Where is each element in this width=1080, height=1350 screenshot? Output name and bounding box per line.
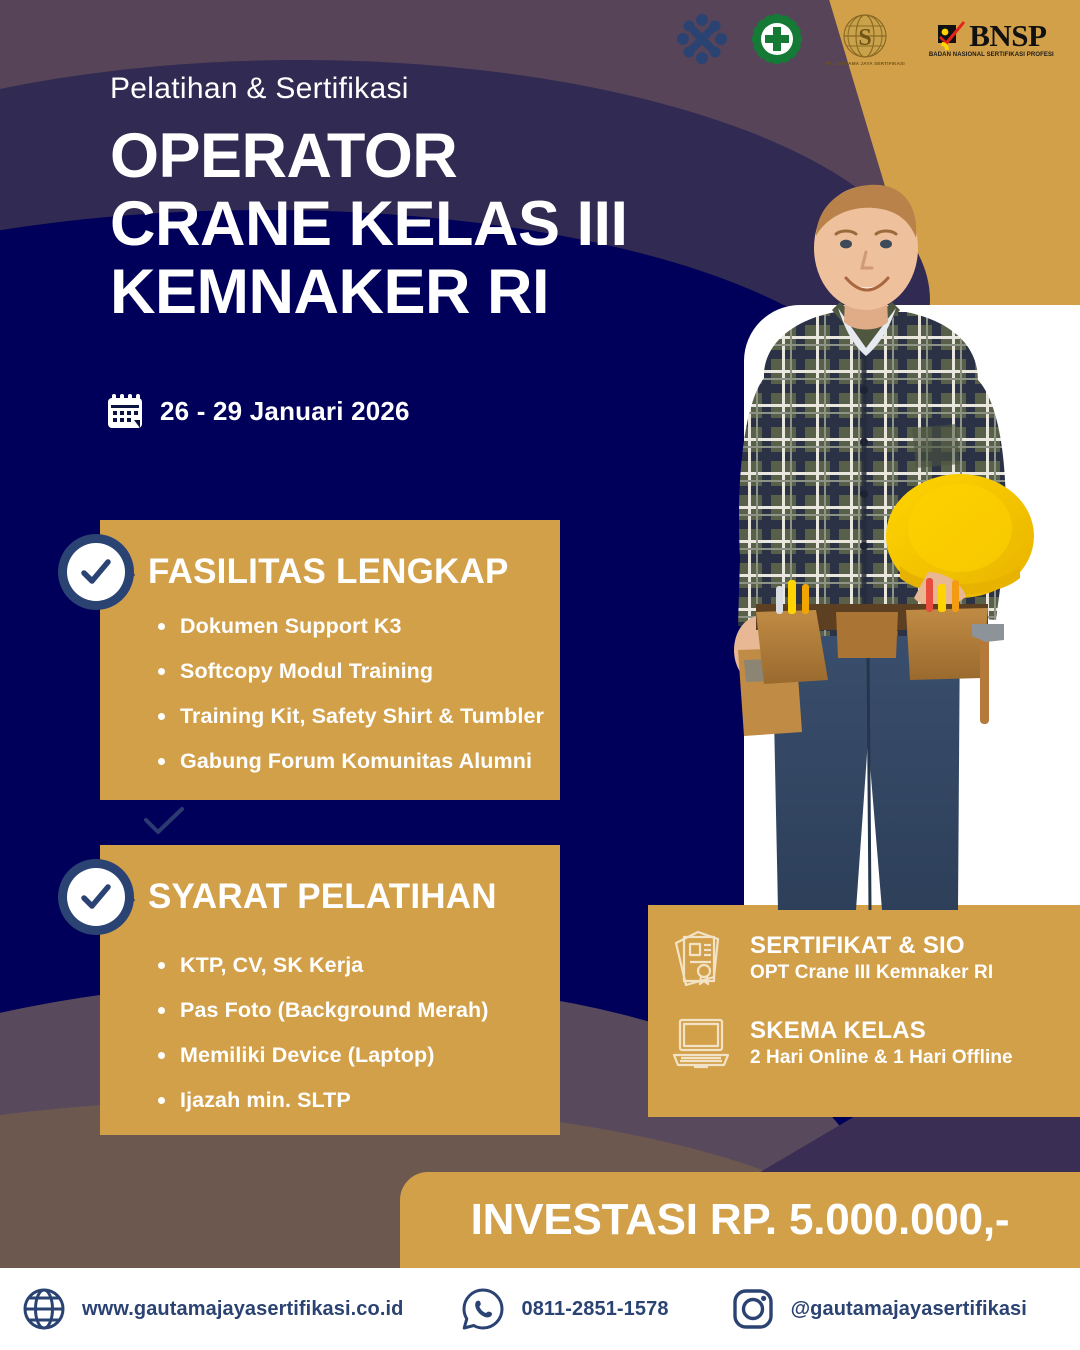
calendar-icon [106,392,144,430]
bnsp-caption: BADAN NASIONAL SERTIFIKASI PROFESI [928,52,1054,58]
bnsp-wordmark: BNSP [969,18,1047,54]
list-item: Pas Foto (Background Merah) [152,998,544,1023]
class-scheme-subtitle: 2 Hari Online & 1 Hari Offline [750,1046,1013,1068]
certification-info-box [648,905,1080,1117]
whatsapp-contact[interactable] [461,1287,668,1331]
price-banner [400,1172,1080,1268]
check-badge-icon [58,859,134,935]
event-date-label: 26 - 29 Januari 2026 [160,395,410,426]
check-badge-icon [58,534,134,610]
bnsp-mark-icon [936,20,966,52]
title-line-2: CRANE KELAS III [110,189,628,260]
price-label: INVESTASI RP. 5.000.000,- [470,1195,1010,1244]
requirements-card-title: SYARAT PELATIHAN [148,877,497,916]
list-item: Training Kit, Safety Shirt & Tumbler [152,704,544,729]
gautama-logo-caption: PT. GAUTAMA JAYA SERTIFIKASI [826,60,905,66]
class-scheme-title: SKEMA KELAS [750,1016,926,1044]
certificate-feature [670,927,1062,989]
list-item: KTP, CV, SK Kerja [152,953,544,978]
facilities-list [152,614,544,794]
certification-logos [676,8,1080,70]
instagram-icon [731,1287,775,1331]
website-label: www.gautamajayasertifikasi.co.id [82,1297,404,1320]
certificate-icon [670,927,732,989]
k3-safety-logo [752,14,802,64]
title-line-3: KEMNAKER RI [110,257,550,328]
event-date [106,392,410,430]
globe-icon [22,1287,66,1331]
poster-kicker: Pelatihan & Sertifikasi [110,72,409,105]
whatsapp-label: 0811-2851-1578 [521,1297,669,1320]
website-contact[interactable] [22,1287,403,1331]
title-line-1: OPERATOR [110,121,458,191]
instagram-contact[interactable] [731,1287,1027,1331]
list-item: Memiliki Device (Laptop) [152,1043,544,1068]
kemnaker-logo [676,13,728,65]
list-item: Gabung Forum Komunitas Alumni [152,749,544,774]
contact-footer [0,1268,1080,1350]
whatsapp-icon [461,1287,505,1331]
certificate-feature-subtitle: OPT Crane III Kemnaker RI [750,961,994,983]
worker-photo [660,180,1080,910]
certificate-feature-title: SERTIFIKAT & SIO [750,931,965,959]
facilities-card [100,520,560,800]
gautama-jaya-globe-logo [826,13,905,66]
requirements-card [100,845,560,1135]
laptop-icon [670,1015,732,1071]
list-item: Dokumen Support K3 [152,614,544,639]
facilities-card-title: FASILITAS LENGKAP [148,552,509,591]
class-scheme-feature [670,1015,1062,1071]
svg-text:S: S [858,24,873,51]
decorative-check-icon [142,806,186,836]
list-item: Ijazah min. SLTP [152,1088,544,1113]
list-item: Softcopy Modul Training [152,659,544,684]
requirements-list [152,953,544,1133]
bnsp-logo [929,20,1054,58]
instagram-label: @gautamajayasertifikasi [790,1297,1027,1320]
